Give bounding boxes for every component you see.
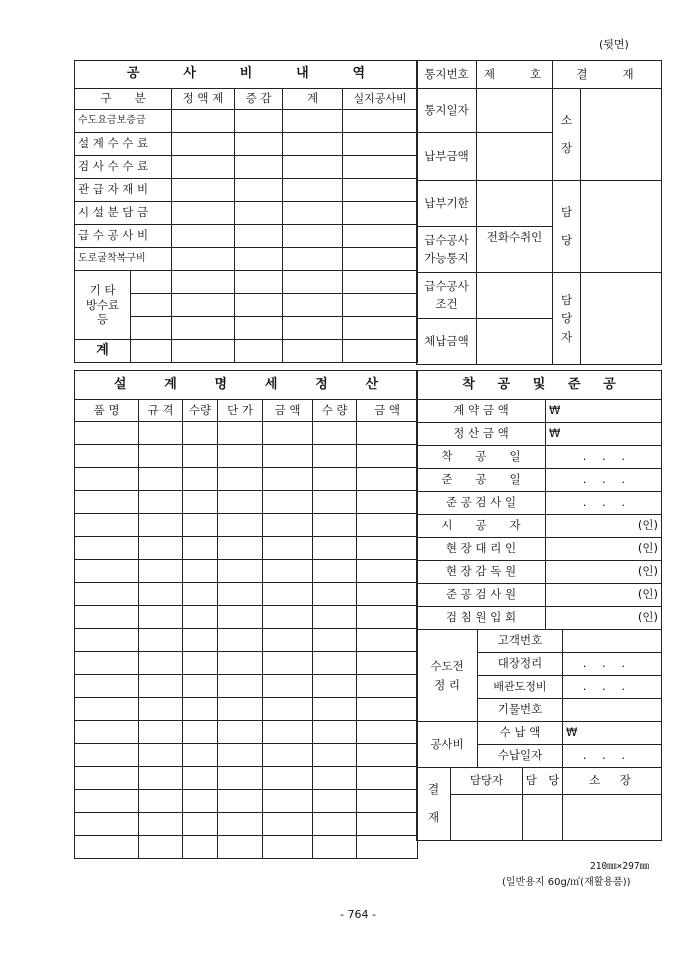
customer-no-label: 고객번호 bbox=[478, 630, 563, 653]
design-row bbox=[75, 491, 418, 514]
design-cell bbox=[139, 721, 183, 744]
design-cell bbox=[139, 491, 183, 514]
feasible-label: 급수공사 가능통지 bbox=[417, 227, 477, 273]
design-cell bbox=[263, 698, 313, 721]
contractor-label: 시 공 자 bbox=[417, 515, 546, 538]
design-cell bbox=[263, 583, 313, 606]
row-road: 도로굴착복구비 bbox=[75, 248, 172, 271]
design-cell bbox=[139, 836, 183, 859]
dam-dang-cell bbox=[553, 181, 581, 273]
design-cell bbox=[313, 606, 357, 629]
design-cell bbox=[313, 445, 357, 468]
design-cell bbox=[357, 468, 418, 491]
inspection-date-label: 준 공 검 사 일 bbox=[417, 492, 546, 515]
design-cell bbox=[313, 629, 357, 652]
design-cell bbox=[183, 583, 218, 606]
contractor-seal: (인) bbox=[546, 515, 662, 538]
chief-label: 소 장 bbox=[563, 768, 662, 795]
design-cell bbox=[263, 491, 313, 514]
design-cell bbox=[183, 721, 218, 744]
col-qty: 수량 bbox=[183, 400, 218, 422]
design-cell bbox=[75, 583, 139, 606]
design-cell bbox=[357, 560, 418, 583]
design-cell bbox=[75, 652, 139, 675]
design-title-4: 세 bbox=[264, 376, 278, 392]
design-row bbox=[75, 606, 418, 629]
design-title-1: 설 bbox=[113, 376, 127, 392]
design-cell bbox=[75, 813, 139, 836]
design-cell bbox=[313, 836, 357, 859]
design-cell bbox=[183, 629, 218, 652]
design-cell bbox=[218, 491, 263, 514]
design-cell bbox=[183, 422, 218, 445]
design-cell bbox=[139, 422, 183, 445]
design-cell bbox=[75, 491, 139, 514]
ja-char: 자 bbox=[560, 329, 573, 344]
design-cell bbox=[75, 606, 139, 629]
design-row bbox=[75, 721, 418, 744]
conditions-label: 급수공사 조건 bbox=[417, 273, 477, 319]
design-row bbox=[75, 652, 418, 675]
payment-amount-label: 납부금액 bbox=[417, 133, 477, 181]
design-cell bbox=[357, 767, 418, 790]
receipt-date-value: . . . bbox=[563, 745, 662, 768]
design-cell bbox=[139, 468, 183, 491]
design-cell bbox=[183, 744, 218, 767]
row-design-fee: 설 계 수 수 료 bbox=[75, 133, 172, 156]
design-cell bbox=[139, 744, 183, 767]
design-cell bbox=[218, 721, 263, 744]
design-title-3: 명 bbox=[214, 376, 228, 392]
design-cell bbox=[183, 537, 218, 560]
dang-char-2: 당 bbox=[560, 311, 573, 326]
design-cell bbox=[183, 445, 218, 468]
design-cell bbox=[357, 790, 418, 813]
row-other: 기 타 방수료 등 bbox=[75, 271, 131, 340]
design-cell bbox=[357, 422, 418, 445]
design-cell bbox=[218, 606, 263, 629]
design-row bbox=[75, 744, 418, 767]
col-unit-price: 단 가 bbox=[218, 400, 263, 422]
design-row bbox=[75, 698, 418, 721]
contract-won: ₩ bbox=[546, 400, 662, 423]
design-title-6: 산 bbox=[365, 376, 379, 392]
site-supervisor-seal: (인) bbox=[546, 561, 662, 584]
meter-witness-seal: (인) bbox=[546, 607, 662, 630]
inspector-seal: (인) bbox=[546, 584, 662, 607]
design-cell bbox=[263, 445, 313, 468]
design-cell bbox=[313, 422, 357, 445]
design-cell bbox=[263, 468, 313, 491]
design-cell bbox=[75, 698, 139, 721]
design-title-5: 정 bbox=[315, 376, 328, 392]
design-cell bbox=[218, 445, 263, 468]
notice-no-label: 통지번호 bbox=[417, 61, 477, 89]
design-cell bbox=[357, 652, 418, 675]
notice-date-label: 통지일자 bbox=[417, 89, 477, 133]
design-cell bbox=[263, 790, 313, 813]
design-cell bbox=[75, 675, 139, 698]
start-date-label: 착 공 일 bbox=[417, 446, 546, 469]
meter-witness-label: 검 침 원 입 회 bbox=[417, 607, 546, 630]
design-row bbox=[75, 468, 418, 491]
design-cell bbox=[263, 721, 313, 744]
design-row bbox=[75, 514, 418, 537]
design-cell bbox=[183, 491, 218, 514]
design-cell bbox=[357, 813, 418, 836]
design-cell bbox=[263, 744, 313, 767]
design-cell bbox=[218, 790, 263, 813]
construction-title-1: 착 bbox=[462, 376, 475, 392]
construction-title-5: 공 bbox=[603, 376, 616, 392]
design-cell bbox=[218, 560, 263, 583]
design-cell bbox=[75, 790, 139, 813]
construction-title-3: 및 bbox=[532, 376, 546, 392]
design-cell bbox=[313, 583, 357, 606]
cost-title-4: 내 bbox=[296, 66, 309, 82]
row-deposit: 수도요금보증금 bbox=[75, 110, 172, 133]
design-cell bbox=[313, 652, 357, 675]
receipt-won: ₩ bbox=[563, 722, 662, 745]
ledger-label: 대장정리 bbox=[478, 653, 563, 676]
design-row bbox=[75, 537, 418, 560]
design-cell bbox=[218, 468, 263, 491]
design-cell bbox=[183, 767, 218, 790]
page-number: - 764 - bbox=[340, 908, 376, 921]
col-spec: 규 격 bbox=[139, 400, 183, 422]
design-title bbox=[75, 371, 418, 400]
design-cell bbox=[183, 790, 218, 813]
design-cell bbox=[218, 537, 263, 560]
design-cell bbox=[75, 721, 139, 744]
col-actual-cost: 실지공사비 bbox=[343, 89, 418, 110]
cost-title-1: 공 bbox=[126, 66, 140, 82]
design-cell bbox=[357, 836, 418, 859]
row-material: 관 급 자 재 비 bbox=[75, 179, 172, 202]
design-cell bbox=[218, 652, 263, 675]
col-sum: 계 bbox=[283, 89, 343, 110]
design-cell bbox=[75, 560, 139, 583]
construction-title bbox=[417, 371, 662, 400]
design-row bbox=[75, 560, 418, 583]
design-row bbox=[75, 813, 418, 836]
design-title-2: 계 bbox=[164, 376, 177, 392]
ledger-date: . . . bbox=[563, 653, 662, 676]
col-item: 품 명 bbox=[75, 400, 139, 422]
so-jang-cell bbox=[553, 89, 581, 181]
dam-dang-ja-cell bbox=[553, 273, 581, 365]
design-cell bbox=[183, 514, 218, 537]
design-cell bbox=[218, 675, 263, 698]
design-cell bbox=[263, 514, 313, 537]
col-category: 구 분 bbox=[75, 89, 172, 110]
design-cell bbox=[183, 652, 218, 675]
design-cell bbox=[313, 675, 357, 698]
site-agent-seal: (인) bbox=[546, 538, 662, 561]
design-cell bbox=[139, 606, 183, 629]
settlement-won: ₩ bbox=[546, 423, 662, 446]
design-cell bbox=[263, 652, 313, 675]
design-row bbox=[75, 445, 418, 468]
payment-due-label: 납부기한 bbox=[417, 181, 477, 227]
design-cell bbox=[139, 445, 183, 468]
design-cell bbox=[218, 767, 263, 790]
design-cell bbox=[357, 744, 418, 767]
design-cell bbox=[139, 583, 183, 606]
design-cell bbox=[218, 813, 263, 836]
jang-char: 장 bbox=[560, 140, 573, 155]
design-cell bbox=[263, 767, 313, 790]
design-cell bbox=[75, 767, 139, 790]
person-in-charge-label: 담당자 bbox=[451, 768, 523, 795]
design-cell bbox=[139, 537, 183, 560]
design-cell bbox=[139, 790, 183, 813]
design-cell bbox=[218, 836, 263, 859]
design-cell bbox=[75, 744, 139, 767]
start-date-value: . . . bbox=[546, 446, 662, 469]
construction-table bbox=[416, 370, 662, 841]
row-facility: 시 설 분 담 금 bbox=[75, 202, 172, 225]
design-cell bbox=[218, 583, 263, 606]
design-row bbox=[75, 422, 418, 445]
design-cell bbox=[357, 675, 418, 698]
design-cell bbox=[357, 514, 418, 537]
pipe-map-date: . . . bbox=[563, 676, 662, 699]
complete-date-value: . . . bbox=[546, 469, 662, 492]
size-note: 210㎜×297㎜ bbox=[590, 861, 650, 872]
design-cell bbox=[75, 468, 139, 491]
design-cell bbox=[75, 629, 139, 652]
design-cell bbox=[263, 606, 313, 629]
design-row bbox=[75, 675, 418, 698]
design-cell bbox=[357, 537, 418, 560]
charge-label: 담 당 bbox=[523, 768, 563, 795]
design-cell bbox=[183, 675, 218, 698]
design-cell bbox=[313, 698, 357, 721]
meter-no-label: 기물번호 bbox=[478, 699, 563, 722]
cost-title-3: 비 bbox=[239, 66, 253, 82]
design-cell bbox=[183, 468, 218, 491]
col-flat-rate: 정 액 제 bbox=[172, 89, 235, 110]
computer-reg-label: 수도전 정 리 bbox=[417, 630, 478, 722]
design-cell bbox=[75, 445, 139, 468]
design-cell bbox=[357, 698, 418, 721]
cost-title-2: 사 bbox=[183, 66, 196, 82]
design-cell bbox=[139, 514, 183, 537]
back-side-note: (뒷면) bbox=[599, 38, 629, 51]
row-total: 계 bbox=[75, 340, 131, 363]
design-cell bbox=[313, 813, 357, 836]
design-cell bbox=[183, 836, 218, 859]
site-agent-label: 현 장 대 리 인 bbox=[417, 538, 546, 561]
cost-title bbox=[75, 61, 418, 89]
dam-char-2: 담 bbox=[560, 292, 573, 307]
settlement-amount-label: 정 산 금 액 bbox=[417, 423, 546, 446]
design-cell bbox=[139, 698, 183, 721]
design-cell bbox=[357, 583, 418, 606]
design-cell bbox=[313, 491, 357, 514]
design-cell bbox=[183, 560, 218, 583]
col-qty2: 수 량 bbox=[313, 400, 357, 422]
col-amount: 금 액 bbox=[263, 400, 313, 422]
dang-char: 당 bbox=[560, 232, 573, 247]
dam-char: 담 bbox=[560, 204, 573, 219]
design-cell bbox=[75, 537, 139, 560]
cost-title-5: 역 bbox=[352, 66, 366, 82]
design-cell bbox=[218, 744, 263, 767]
design-cell bbox=[75, 514, 139, 537]
design-cell bbox=[183, 813, 218, 836]
design-cell bbox=[183, 698, 218, 721]
inspection-date-value: . . . bbox=[546, 492, 662, 515]
design-cell bbox=[263, 537, 313, 560]
receipt-date-label: 수납일자 bbox=[478, 745, 563, 768]
design-cell bbox=[263, 422, 313, 445]
design-cell bbox=[313, 514, 357, 537]
pipe-map-label: 배관도정비 bbox=[478, 676, 563, 699]
design-row bbox=[75, 583, 418, 606]
design-row bbox=[75, 767, 418, 790]
contract-amount-label: 계 약 금 액 bbox=[417, 400, 546, 423]
design-cell bbox=[218, 629, 263, 652]
complete-date-label: 준 공 일 bbox=[417, 469, 546, 492]
final-approval-label: 결 재 bbox=[417, 768, 451, 841]
design-cell bbox=[75, 836, 139, 859]
design-cell bbox=[263, 836, 313, 859]
design-cell bbox=[139, 629, 183, 652]
design-cell bbox=[139, 813, 183, 836]
approval-label: 결 재 bbox=[553, 61, 662, 89]
design-table bbox=[74, 370, 418, 859]
receipt-amount-label: 수 납 액 bbox=[478, 722, 563, 745]
phone-cancel-label: 전화수취인 bbox=[477, 227, 553, 273]
cost-table bbox=[74, 60, 418, 363]
design-cell bbox=[139, 675, 183, 698]
design-cell bbox=[357, 445, 418, 468]
jeho-label: 제 호 bbox=[477, 61, 553, 89]
row-inspection-fee: 검 사 수 수 료 bbox=[75, 156, 172, 179]
design-cell bbox=[263, 813, 313, 836]
design-cell bbox=[313, 721, 357, 744]
design-cell bbox=[357, 606, 418, 629]
design-cell bbox=[313, 744, 357, 767]
so-char: 소 bbox=[560, 112, 573, 127]
construction-title-2: 공 bbox=[497, 376, 511, 392]
col-change: 증 감 bbox=[235, 89, 283, 110]
construction-cost-label: 공사비 bbox=[417, 722, 478, 768]
design-cell bbox=[357, 721, 418, 744]
notice-table bbox=[416, 60, 662, 365]
inspector-label: 준 공 검 사 원 bbox=[417, 584, 546, 607]
design-cell bbox=[263, 560, 313, 583]
design-row bbox=[75, 836, 418, 859]
design-cell bbox=[139, 767, 183, 790]
design-cell bbox=[139, 652, 183, 675]
site-supervisor-label: 현 장 감 독 원 bbox=[417, 561, 546, 584]
paper-note: (일반용지 60g/㎡(재활용품)) bbox=[502, 877, 631, 888]
row-water-work: 급 수 공 사 비 bbox=[75, 225, 172, 248]
design-cell bbox=[313, 790, 357, 813]
design-cell bbox=[218, 698, 263, 721]
design-cell bbox=[313, 537, 357, 560]
design-cell bbox=[218, 422, 263, 445]
design-cell bbox=[263, 629, 313, 652]
design-cell bbox=[218, 514, 263, 537]
design-cell bbox=[313, 468, 357, 491]
arrears-label: 체납금액 bbox=[417, 319, 477, 365]
design-cell bbox=[263, 675, 313, 698]
design-row bbox=[75, 629, 418, 652]
design-cell bbox=[313, 560, 357, 583]
design-cell bbox=[183, 606, 218, 629]
design-cell bbox=[357, 491, 418, 514]
design-cell bbox=[139, 560, 183, 583]
design-cell bbox=[357, 629, 418, 652]
design-cell bbox=[313, 767, 357, 790]
design-cell bbox=[75, 422, 139, 445]
col-amount2: 금 액 bbox=[357, 400, 418, 422]
construction-title-4: 준 bbox=[567, 376, 581, 392]
design-row bbox=[75, 790, 418, 813]
